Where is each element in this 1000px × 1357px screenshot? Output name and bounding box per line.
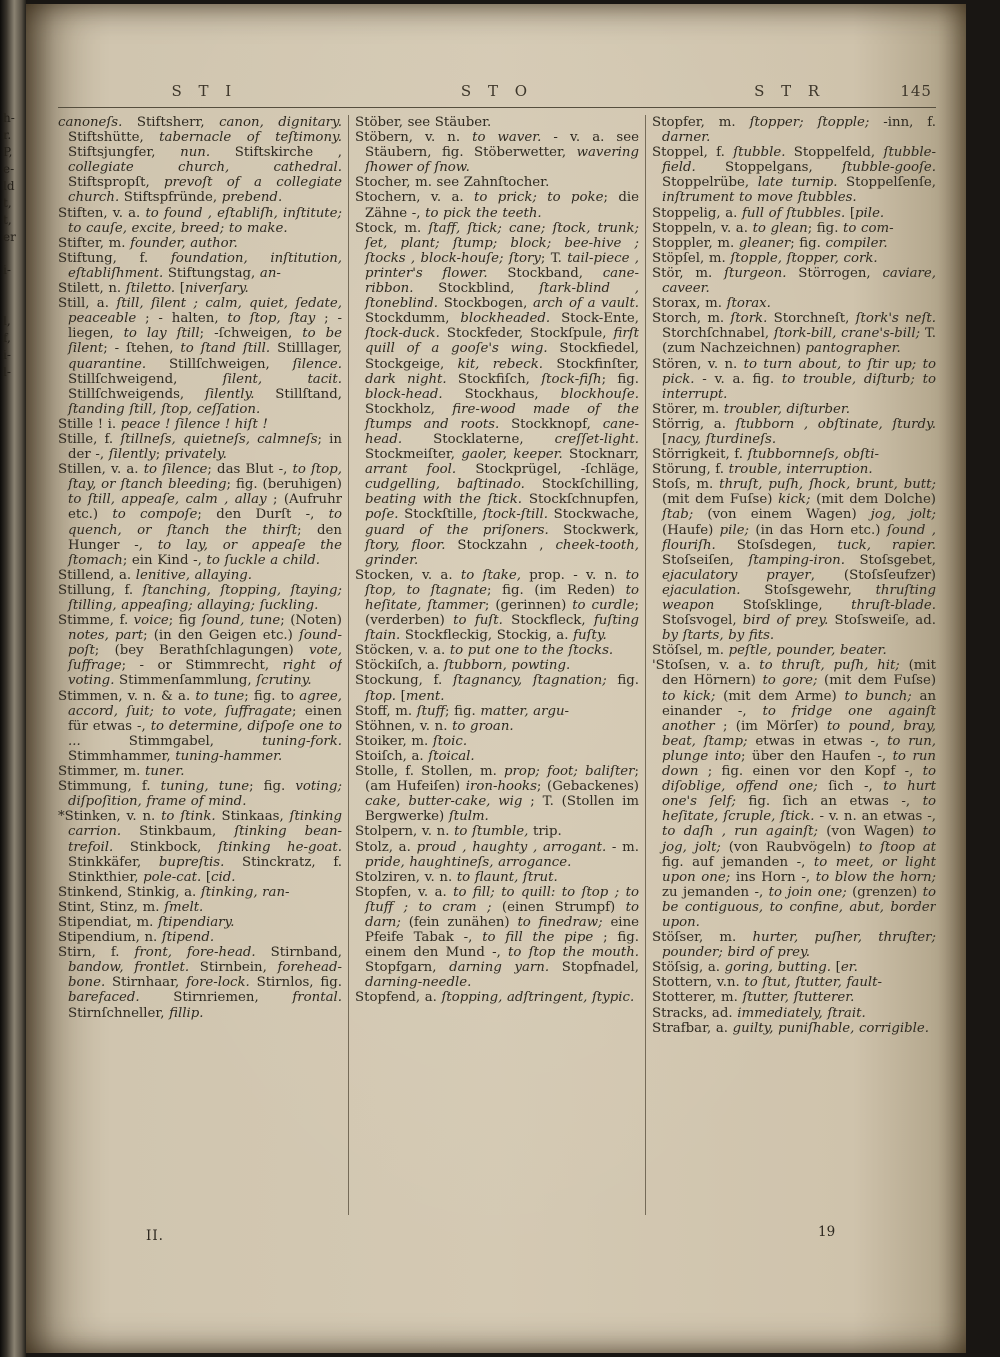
- dictionary-entry: Stimmung, f. tuning, tune; fig. voting; diſpoſition, frame of mind.: [58, 779, 342, 810]
- column-sto: [355, 115, 639, 1215]
- dictionary-entry: Stöbern, v. n. to waver. - v. a. see Stäubern, fig. Stöberwetter, wavering ſhower of ſnow.: [355, 130, 639, 176]
- dictionary-entry: Stotterer, m. ſtutter, ſtutterer.: [652, 990, 855, 1006]
- dictionary-entry: Stipendiat, m. ſtipendiary.: [58, 914, 235, 930]
- dictionary-entry: Stock, m. ſtaff, ſtick; cane; ſtock, trunk; ſet, plant; ſtump; block; bee-hive ; ſtocks , block-houſe; ſtory; T. tail-piece , printer's flower. Stockband, cane-ribbon. Stockblind, ſtark-blind , ſtoneblind. Stockbogen, arch of a vault. Stockdumm, blockheaded. Stock-Ente, ſtock-duck. Stockfeder, Stockſpule, firſt quill of a gooſe's wing. Stockfiedel, Stockgeige, kit, rebeck. Stockfinſter, dark night. Stockfiſch, ſtock-fiſh; fig. block-head. Stockhaus, blockhouſe. Stockholz, fire-wood made of the ſtumps and roots. Stockknopf, cane-head. Stocklaterne, creſſet-light. Stockmeiſter, gaoler, keeper. Stocknarr, arrant fool. Stockprügel, -ſchläge, cudgelling, baſtinado. Stockſchilling, beating with the ſtick. Stockſchnupfen, poſe. Stockſtille, ſtock-ſtill. Stockwache, guard of the priſoners. Stockwerk, ſtory, floor. Stockzahn , cheek-tooth, grinder.: [355, 220, 639, 568]
- dictionary-entry: Stimmen, v. n. & a. to tune; fig. to agree, accord, ſuit; to vote, ſuffragate; einen für etwas -, to determine, diſpoſe one to ... Stimmgabel, tuning-fork. Stimmhammer, tuning-hammer.: [58, 688, 342, 764]
- dictionary-entry: Stillend, a. lenitive, allaying.: [58, 567, 252, 583]
- dictionary-entry: Stockung, f. ſtagnancy, ſtagnation; fig. ſtop. [ment.: [355, 673, 639, 704]
- dictionary-entry: Stöber, see Stäuber.: [355, 115, 492, 130]
- running-head-str-cell: [643, 82, 936, 104]
- edge-fragment-text: l,: [3, 314, 11, 328]
- dictionary-entry: Stolziren, v. n. to flaunt, ſtrut.: [355, 869, 558, 885]
- dictionary-entry: Stolpern, v. n. to ſtumble, trip.: [355, 824, 562, 840]
- dictionary-entry: Stiften, v. a. to found , eſtabliſh, inſtitute; to cauſe, excite, breed; to make.: [58, 205, 342, 236]
- dictionary-entry: Stöhnen, v. n. to groan.: [355, 718, 514, 734]
- dictionary-entry: Stoppeln, v. a. to glean; fig. to com-: [652, 220, 894, 236]
- dictionary-entry: Stint, Stinz, m. ſmelt.: [58, 899, 204, 915]
- dictionary-entry: Stocher, m. see Zahnſtocher.: [355, 175, 550, 191]
- dictionary-entry: Stoppelig, a. full of ſtubbles. [pile.: [652, 205, 885, 221]
- dictionary-entry: Stopfend, a. ſtopping, adſtringent, ſtypic.: [355, 990, 635, 1006]
- dictionary-entry: Stinkend, Stinkig, a. ſtinking, ran-: [58, 884, 290, 900]
- dictionary-entry: Stolle, f. Stollen, m. prop; foot; baliſter; (am Hufeiſen) iron-hooks; (Gebackenes) cake, butter-cake, wig ; T. (Stollen im Bergwerke) ſtulm.: [355, 764, 639, 825]
- column-sti: [58, 115, 342, 1215]
- dictionary-entry: Stille ! i. peace ! ſilence ! hiſt !: [58, 416, 268, 432]
- edge-fragment-text: er: [3, 230, 16, 244]
- dictionary-entry: Stillung, f. ſtanching, ſtopping, ſtaying; ſtilling, appeaſing; allaying; ſuckling.: [58, 582, 342, 613]
- dictionary-entry: Stoppler, m. gleaner; fig. compiler.: [652, 235, 888, 251]
- edge-fragment-text: i-: [3, 263, 11, 277]
- dictionary-entry: Stille, f. ſtillneſs, quietneſs, calmneſs; in der -, ſilently; privately.: [58, 431, 342, 463]
- dictionary-entry: Storch, m. ſtork. Storchneſt, ſtork's neſt. Storchſchnabel, ſtork-bill, crane's-bill; T. (zum Nachzeichnen) pantographer.: [652, 311, 936, 357]
- running-head-sto: S T O: [460, 82, 534, 100]
- dictionary-entry: Stopfen, v. a. to fill; to quill: to ſtop ; to ſtuff ; to cram ; (einen Strumpf) to darn; (fein zunähen) to finedraw; eine Pfeife Tabak -, to fill the pipe ; fig. einem den Mund -, to ſtop the mouth. Stopfgarn, darning yarn. Stopfnadel, darning-needle.: [355, 884, 639, 991]
- book-gutter-edge: [0, 0, 26, 1357]
- dictionary-entry: Stochern, v. a. to prick; to poke; die Zähne -, to pick the teeth.: [355, 190, 639, 221]
- column-divider-1: [348, 115, 349, 1215]
- page-text-block: [58, 82, 936, 1215]
- dictionary-entry: Stoiker, m. ſtoic.: [355, 733, 468, 749]
- dictionary-entry: Stoppel, f. ſtubble. Stoppelfeld, ſtubble-field. Stoppelgans, ſtubble-gooſe. Stoppelrübe, late turnip. Stoppelſenſe, inſtrument to move ſtubbles.: [652, 145, 936, 206]
- edge-fragment-text: ld: [3, 179, 15, 193]
- dictionary-entry: Stöſser, m. hurter, puſher, thruſter; pounder; bird of prey.: [652, 930, 936, 961]
- edge-fragment-text: t,: [3, 213, 12, 227]
- dictionary-entry: Stöpſel, m. ſtopple, ſtopper, cork.: [652, 250, 878, 266]
- dictionary-entry: Stöcken, v. a. to put one to the ſtocks.: [355, 643, 614, 659]
- dictionary-entry: Störer, m. troubler, diſturber.: [652, 401, 851, 417]
- edge-fragment-text: r.: [3, 128, 12, 142]
- column-str: [652, 115, 936, 1215]
- dictionary-entry: Stöſsel, m. peſtle, pounder, beater.: [652, 643, 887, 659]
- header-rule: [58, 107, 936, 108]
- dictionary-entry: Strafbar, a. guilty, puniſhable, corrigible.: [652, 1020, 929, 1036]
- dictionary-entry: Stilett, n. ſtiletto. [niverſary.: [58, 281, 249, 297]
- dictionary-entry: Stoff, m. ſtuff; fig. matter, argu-: [355, 703, 570, 719]
- page-number: 145: [900, 82, 932, 100]
- dictionary-entry: Stopfer, m. ſtopper; ſtopple; -inn, f. darner.: [652, 115, 936, 146]
- dictionary-entry: Stöſsig, a. goring, butting. [er.: [652, 960, 858, 976]
- dictionary-entry: Stottern, v.n. to ſtut, ſtutter, fault-: [652, 975, 883, 991]
- running-head: [58, 82, 936, 104]
- dictionary-entry: Stirn, f. front, fore-head. Stirnband, bandow, frontlet. Stirnbein, forehead-bone. Stirnhaar, fore-lock. Stirnlos, fig. barefaced. Stirnriemen, frontal. Stirnſchneller, fillip.: [58, 945, 342, 1021]
- dictionary-entry: Stolz, a. proud , haughty , arrogant. - m. pride, haughtineſs, arrogance.: [355, 839, 639, 870]
- dictionary-entry: Stiftung, f. foundation, inſtitution, eſtabliſhment. Stiftungstag, an-: [58, 250, 342, 281]
- dictionary-entry: Stillen, v. a. to ſilence; das Blut -, to ſtop, ſtay, or ſtanch bleeding; fig. (beruhigen) to ſtill, appeaſe, calm , allay ; (Aufruhr etc.) to compoſe; den Durſt -, to quench, or ſtanch the thirſt; den Hunger -, to lay, or appeaſe the ſtomach; ein Kind -, to ſuckle a child.: [58, 462, 342, 568]
- dictionary-entry: 'Stoſsen, v. a. to thruſt, puſh, hit; (mit den Hörnern) to gore; (mit dem Fuſse) to kick; (mit dem Arme) to bunch; an einander -, to fridge one againſt another ; (im Mörſer) to pound, bray, beat, ſtamp; etwas in etwas -, to run, plunge into; über den Haufen -, to run down ; fig. einen vor den Kopf -, to diſoblige, offend one; ſich -, to hurt one's ſelf; fig. ſich an etwas -, to heſitate, ſcruple, ſtick. - v. n. an etwas -, to daſh , run againſt; (von Wagen) to jog, jolt; (von Raubvögeln) to ſtoop at fig. auf jemanden -, to meet, or light upon one; ins Horn -, to blow the horn; zu jemanden -, to join one; (grenzen) to be contiguous, to confine, abut, border upon.: [652, 658, 936, 930]
- dictionary-entry: Störrig, a. ſtubborn , obſtinate, ſturdy. [nacy, ſturdineſs.: [652, 416, 936, 447]
- edge-fragment-text: t,: [3, 196, 12, 210]
- dictionary-entry: Stifter, m. founder, author.: [58, 235, 238, 251]
- dictionary-page: [26, 4, 966, 1353]
- edge-fragment-text: f,: [3, 331, 11, 345]
- dictionary-entry: Stimmer, m. tuner.: [58, 764, 185, 780]
- edge-fragment-text: i-: [3, 348, 11, 362]
- edge-fragment-text: e-: [3, 162, 15, 176]
- edge-fragment-text: h-: [3, 111, 15, 125]
- dictionary-entry: *Stinken, v. n. to ſtink. Stinkaas, ſtinking carrion. Stinkbaum, ſtinking bean-trefoil. Stinkbock, ſtinking he-goat. Stinkkäfer, bupreſtis. Stinckratz, f. Stinkthier, pole-cat. [cid.: [58, 809, 342, 885]
- edge-fragment-text: P,: [3, 145, 13, 159]
- dictionary-entry: Still, a. ſtill, ſilent ; calm, quiet, ſedate, peaceable ; - halten, to ſtop, ſtay ; - liegen, to lay ſtill; -ſchweigen, to be ſilent; - ſtehen, to ſtand ſtill. Stilllager, quarantine. Stillſchweigen, ſilence. Stillſchweigend, ſilent, tacit. Stillſchweigends, ſilently. Stillſtand, ſtanding ſtill, ſtop, ceſſation.: [58, 296, 342, 417]
- running-head-sti: S T I: [171, 82, 238, 100]
- dictionary-entry: Stracks, ad. immediately, ſtrait.: [652, 1005, 866, 1021]
- dictionary-entry: Stöckiſch, a. ſtubborn, powting.: [355, 658, 571, 674]
- text-columns: [58, 115, 936, 1215]
- dictionary-entry: Stocken, v. a. to ſtake, prop. - v. n. to ſtop, to ſtagnate; fig. (im Reden) to heſitate, ſtammer; (gerinnen) to curdle; (verderben) to fuſt. Stockfleck, fuſting ſtain. Stockfleckig, Stockig, a. fuſty.: [355, 567, 639, 644]
- signature-mark-right: 19: [818, 1224, 836, 1240]
- dictionary-entry: Stipendium, n. ſtipend.: [58, 930, 215, 946]
- running-head-str: S T R: [754, 82, 826, 100]
- column-divider-2: [645, 115, 646, 1215]
- edge-fragment-text: l-: [3, 365, 11, 379]
- dictionary-entry: Stoſs, m. thruſt, puſh, ſhock, brunt, butt; (mit dem Fuſse) kick; (mit dem Dolche) ſtab; (von einem Wagen) jog, jolt; (Haufe) pile; (in das Horn etc.) ſound , flouriſh. Stoſsdegen, tuck, rapier. Stoſseiſen, ſtamping-iron. Stoſsgebet, ejaculatory prayer, (Stoſsſeufzer) ejaculation. Stoſsgewehr, thruſting weapon Stoſsklinge, thruſt-blade. Stoſsvogel, bird of prey. Stoſsweiſe, ad. by ſtarts, by fits.: [652, 477, 936, 644]
- dictionary-entry: Stimme, f. voice; fig ſound, tune; (Noten) notes, part; (in den Geigen etc.) ſound-poſt; (bey Berathſchlagungen) vote, ſuffrage; - or Stimmrecht, right of voting. Stimmenſammlung, ſcrutiny.: [58, 613, 342, 689]
- edge-fragments: [0, 110, 25, 381]
- dictionary-entry: Stoiſch, a. ſtoical.: [355, 748, 475, 764]
- dictionary-entry: Storax, m. ſtorax.: [652, 296, 771, 312]
- dictionary-entry: Stör, m. ſturgeon. Störrogen, caviare, caveer.: [652, 265, 936, 297]
- dictionary-entry: canoneſs. Stiftsherr, canon, dignitary. Stiftshütte, tabernacle of teſtimony. Stiftsjungfer, nun. Stiftskirche , collegiate church, cathedral. Stiftspropſt, prevoſt of a collegiate church. Stiftspfründe, prebend.: [58, 115, 342, 206]
- dictionary-entry: Störrigkeit, f. ſtubbornneſs, obſti-: [652, 447, 879, 463]
- signature-mark-left: II.: [146, 1228, 164, 1244]
- dictionary-entry: Stören, v. n. to turn about, to ſtir up; to pick. - v. a. fig. to trouble, diſturb; to interrupt.: [652, 356, 936, 402]
- dictionary-entry: Störung, f. trouble, interruption.: [652, 462, 873, 478]
